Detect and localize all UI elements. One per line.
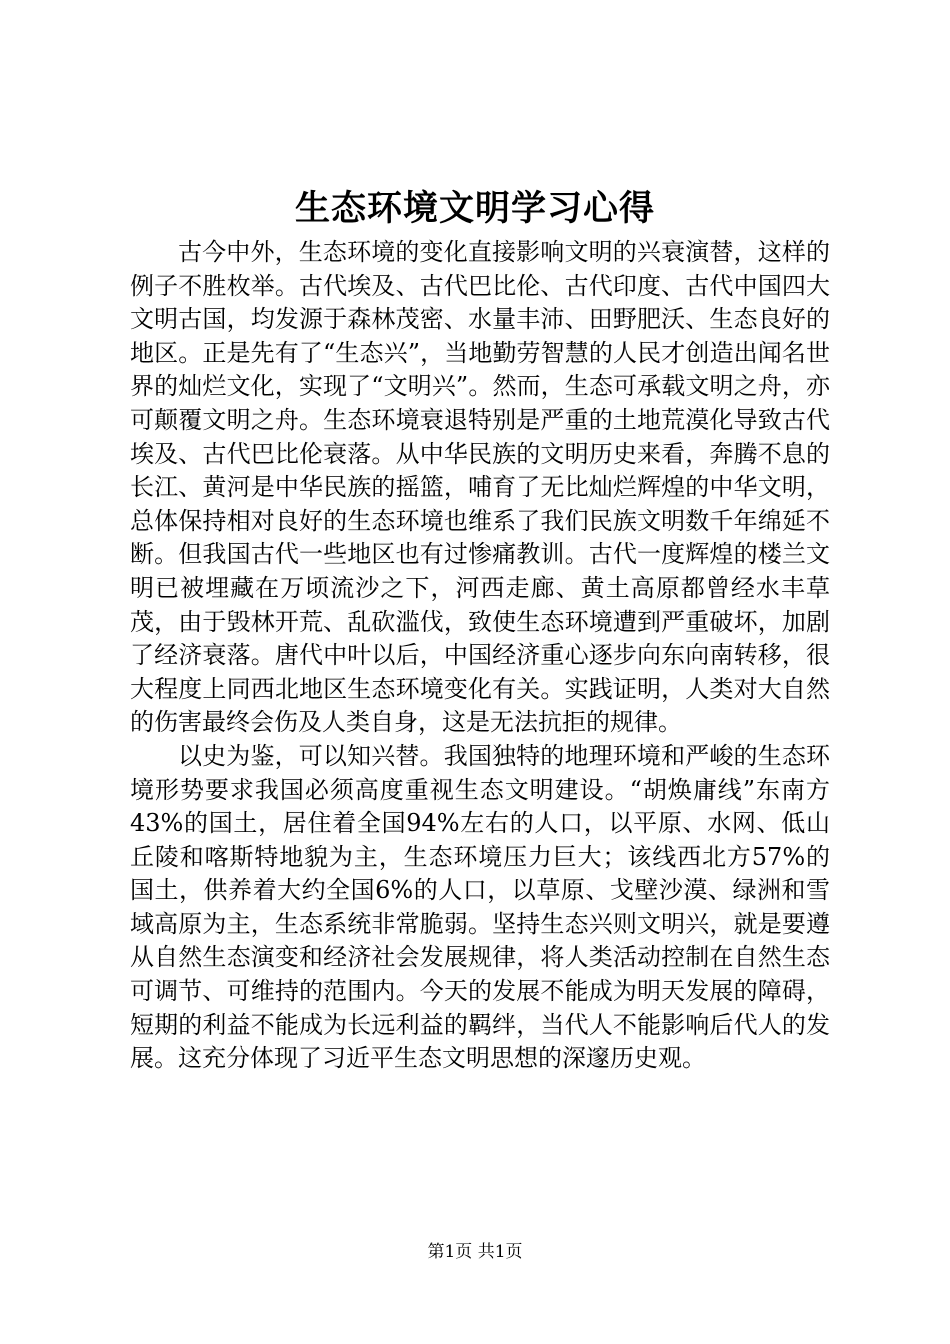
document-title: 生态环境文明学习心得 [294,188,655,229]
paragraph-2: 以史为鉴，可以知兴替。我国独特的地理环境和严峻的生态环境形势要求我国必须高度重视生态文明建设。“胡焕庸线”东南方43%的国土，居住着全国94%左右的人口，以平原、水网、低山丘陵和喀斯特地貌为主，生态环境压力巨大；该线西北方57%的国土，供养着大约全国6%的人口，以草原、戈壁沙漠、绿洲和雪域高原为主，生态系统非常脆弱。坚持生态兴则文明兴，就是要遵从自然生态演变和经济社会发展规律，将人类活动控制在自然生态可调节、可维持的范围内。今天的发展不能成为明天发展的障碍，短期的利益不能成为长远利益的羁绊，当代人不能影响后代人的发展。这充分体现了习近平生态文明思想的深邃历史观。 [130,741,830,1073]
paragraph-1: 古今中外，生态环境的变化直接影响文明的兴衰演替，这样的例子不胜枚举。古代埃及、古代巴比伦、古代印度、古代中国四大文明古国，均发源于森林茂密、水量丰沛、田野肥沃、生态良好的地区。正是先有了“生态兴”，当地勤劳智慧的人民才创造出闻名世界的灿烂文化，实现了“文明兴”。然而，生态可承载文明之舟，亦可颠覆文明之舟。生态环境衰退特别是严重的土地荒漠化导致古代埃及、古代巴比伦衰落。从中华民族的文明历史来看，奔腾不息的长江、黄河是中华民族的摇篮，哺育了无比灿烂辉煌的中华文明，总体保持相对良好的生态环境也维系了我们民族文明数千年绵延不断。但我国古代一些地区也有过惨痛教训。古代一度辉煌的楼兰文明已被埋藏在万顷流沙之下，河西走廊、黄土高原都曾经水丰草茂，由于毁林开荒、乱砍滥伐，致使生态环境遭到严重破坏，加剧了经济衰落。唐代中叶以后，中国经济重心逐步向东向南转移，很大程度上同西北地区生态环境变化有关。实践证明，人类对大自然的伤害最终会伤及人类自身，这是无法抗拒的规律。 [130,238,830,737]
document-body [130,236,830,1076]
page-number-footer: 第1页 共1页 [427,1242,523,1262]
